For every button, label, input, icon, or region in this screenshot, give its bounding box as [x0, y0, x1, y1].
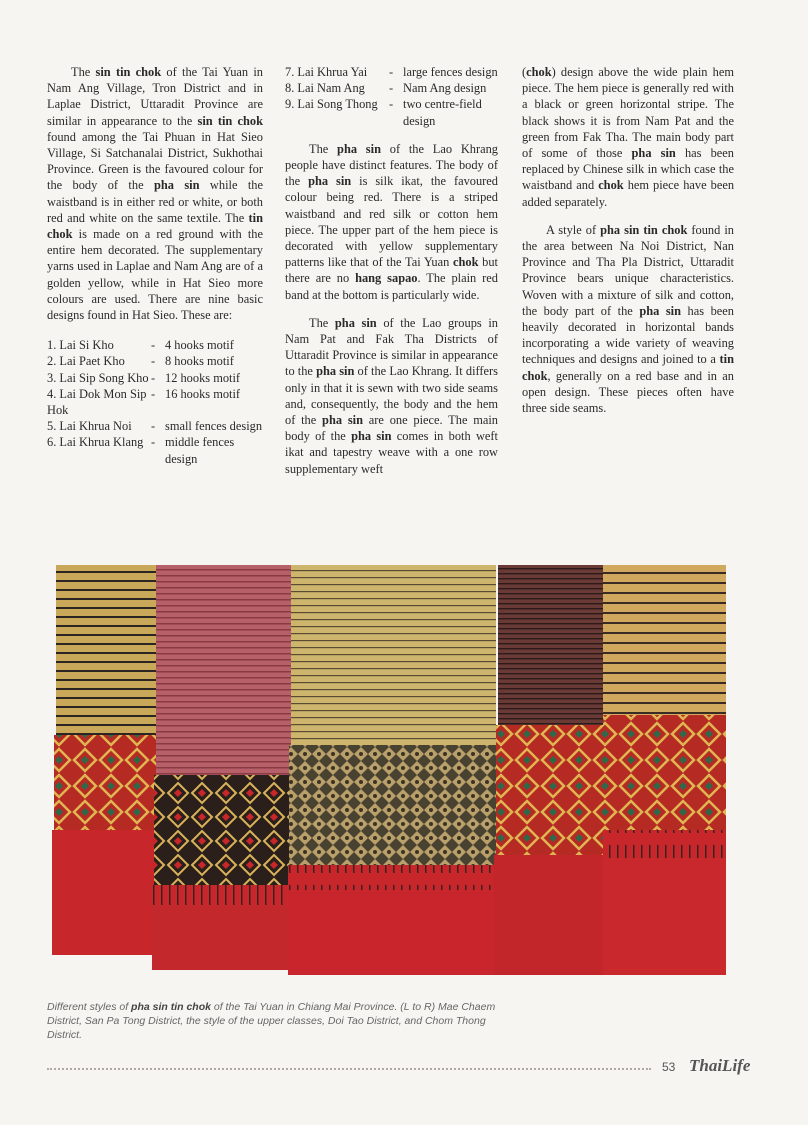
- page-number: 53: [662, 1060, 676, 1074]
- list-item: 9. Lai Song Thong - two centre-field design: [285, 97, 482, 128]
- textile-illustration: [46, 565, 726, 993]
- design-list-part-1: [47, 337, 263, 467]
- text-column-3: [522, 64, 734, 428]
- skirt-san-pa-tong: [152, 565, 291, 970]
- list-item: 6. Lai Khrua Klang - middle fences design: [47, 435, 235, 466]
- skirt-upper-classes: [288, 565, 496, 985]
- list-item: 2. Lai Paet Kho - 8 hooks motif: [47, 354, 234, 369]
- paragraph: The sin tin chok of the Tai Yuan in Nam Ang Village, Tron District and in Laplae District, Uttaradit Province are similar in appearance to the sin tin chok found among the Tai Phuan in Hat Sieo Village, Si Satchanalai District, Sukhothai Province. Green is the favoured colour for the body of the pha sin while the waistband is in either red or white, or both red and white on the same textile. The tin chok is made on a red ground with the entire hem decorated. The supplementary yarns used in Laplae and Nam Ang are of a golden yellow, while in Hat Sieo more colours are used. There are nine basic designs found in Hat Sieo. These are:: [47, 65, 263, 323]
- design-list-part-2: [285, 64, 498, 129]
- list-item: 1. Lai Si Kho - 4 hooks motif: [47, 338, 234, 353]
- list-item: 5. Lai Khrua Noi - small fences design: [47, 419, 263, 434]
- list-item: 3. Lai Sip Song Kho - 12 hooks motif: [47, 370, 241, 385]
- paragraph: The pha sin of the Lao Khrang people have distinct features. The body of the pha sin is silk ikat, the favoured colour being red. There is a striped waistband and red silk or cotton hem piece. The upper part of the hem piece is decorated with yellow supplementary patterns like that of the Tai Yuan chok but there are no hang sapao. The plain red band at the bottom is particularly wide.: [285, 141, 499, 302]
- skirt-doi-tao: [494, 565, 603, 980]
- footer-dotted-rule: [47, 1068, 651, 1070]
- text-column-2: [285, 64, 498, 489]
- list-item: 8. Lai Nam Ang - Nam Ang design: [285, 81, 487, 96]
- magazine-logo: ThaiLife: [689, 1056, 751, 1075]
- text-column-1: [47, 64, 263, 467]
- list-item: 4. Lai Dok Mon Sip Hok - 16 hooks motif: [47, 386, 241, 418]
- paragraph: The pha sin of the Lao groups in Nam Pat and Fak Tha Districts of Uttaradit Province is similar in appearance to the pha sin of the Lao Khrang. It differs only in that it is sewn with two side seams and, consequently, the body and the hem of the pha sin are one piece. The main body of the pha sin comes in both weft ikat and tapestry weave with a one row supplementary weft: [285, 315, 499, 476]
- skirt-chom-thong: [603, 565, 726, 975]
- paragraph: A style of pha sin tin chok found in the area between Na Noi District, Nan Province and Tha Pla District, Uttaradit Province bears unique characteristics. Woven with a mixture of silk and cotton, the body part of the pha sin has been heavily decorated in horizontal bands incorporating a wide variety of weaving techniques and designs and joined to a tin chok, generally on a red base and in an open design. These pieces often have three side seams.: [522, 222, 734, 416]
- photo-caption: Different styles of pha sin tin chok of the Tai Yuan in Chiang Mai Province. (L to R) Mae Chaem District, San Pa Tong District, the style of the upper classes, Doi Tao District, and Chom Thong District.: [47, 1001, 496, 1041]
- list-item: 7. Lai Khrua Yai - large fences design: [285, 65, 498, 79]
- paragraph: (chok) design above the wide plain hem piece. The hem piece is generally red with a black or green horizontal stripe. The black shows it is from Nam Pat and the green from Fak Tha. The main body part of some of those pha sin has been replaced by Chinese silk in which case the waistband and chok hem piece have been added separately.: [522, 65, 735, 209]
- skirt-mae-chaem: [52, 565, 158, 955]
- textile-photograph: [46, 565, 726, 993]
